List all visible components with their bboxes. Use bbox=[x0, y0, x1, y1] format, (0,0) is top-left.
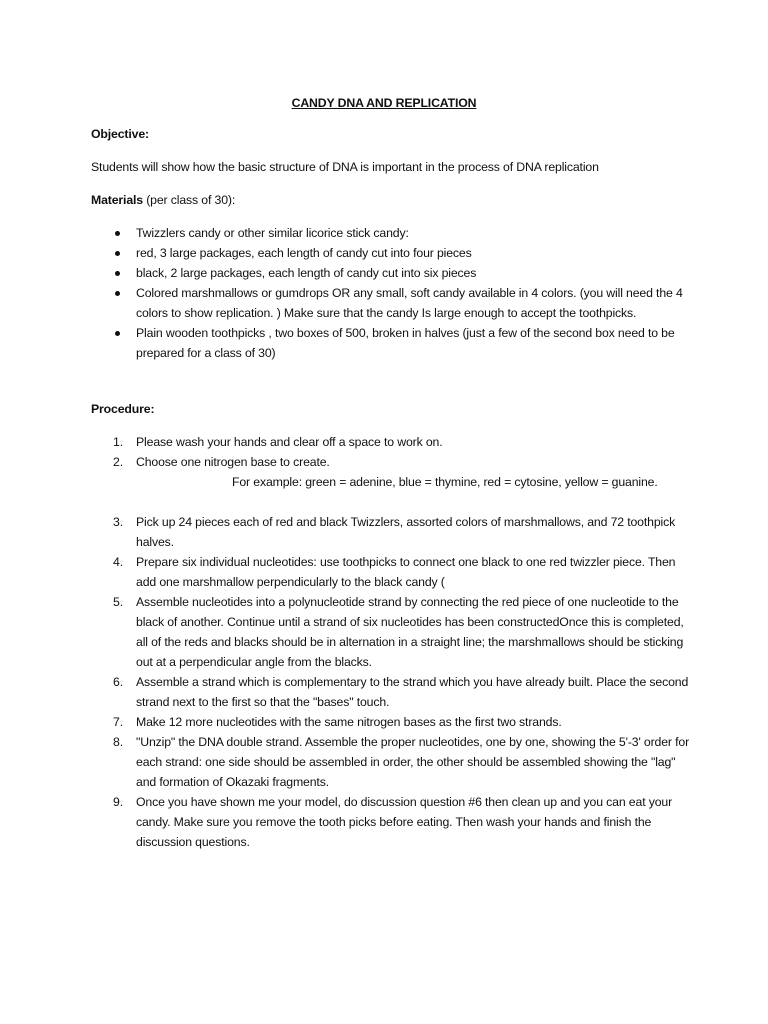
step-text: Please wash your hands and clear off a space to work on. bbox=[136, 435, 443, 449]
materials-item: black, 2 large packages, each length of candy cut into six pieces bbox=[91, 263, 691, 283]
procedure-step bbox=[91, 592, 691, 672]
objective-text: Students will show how the basic structure of DNA is important in the process of DNA replication bbox=[91, 160, 599, 174]
procedure-step bbox=[91, 512, 691, 552]
materials-heading: Materials bbox=[91, 193, 143, 207]
example-text: For example: green = adenine, blue = thymine, red = cytosine, yellow = guanine. bbox=[232, 475, 658, 489]
step-text: Assemble a strand which is complementary to the strand which you have already built. Place the second strand next to the first so that the "bases" touch. bbox=[136, 675, 689, 709]
step-text: Make 12 more nucleotides with the same nitrogen bases as the first two strands. bbox=[136, 715, 562, 729]
procedure-steps-first bbox=[91, 432, 691, 492]
procedure-step bbox=[91, 552, 691, 592]
procedure-steps-rest bbox=[91, 512, 691, 852]
step-number: 2. bbox=[113, 455, 123, 469]
step-number: 8. bbox=[113, 735, 123, 749]
procedure-heading: Procedure: bbox=[91, 402, 155, 416]
step-number: 3. bbox=[113, 515, 123, 529]
step-number: 7. bbox=[113, 715, 123, 729]
step-number: 6. bbox=[113, 675, 123, 689]
materials-item: Colored marshmallows or gumdrops OR any small, soft candy available in 4 colors. (you will need the 4 colors to show replication. ) Make sure that the candy Is large enough to accept the toothpicks. bbox=[91, 283, 691, 323]
step-number: 1. bbox=[113, 435, 123, 449]
objective-heading: Objective: bbox=[91, 127, 149, 141]
procedure-step bbox=[91, 452, 691, 472]
document-title: CANDY DNA AND REPLICATION bbox=[291, 96, 477, 110]
procedure-step-example bbox=[91, 472, 691, 492]
procedure-step bbox=[91, 712, 691, 732]
materials-item: Plain wooden toothpicks , two boxes of 500, broken in halves (just a few of the second box need to be prepared for a class of 30) bbox=[91, 323, 691, 363]
materials-item: red, 3 large packages, each length of candy cut into four pieces bbox=[91, 243, 691, 263]
step-number: 9. bbox=[113, 795, 123, 809]
materials-list bbox=[91, 223, 691, 363]
procedure-step bbox=[91, 672, 691, 712]
step-text: Once you have shown me your model, do discussion question #6 then clean up and you can eat your candy. Make sure you remove the tooth picks before eating. Then wash your hands and finish the discussion questions. bbox=[136, 795, 673, 849]
materials-heading-line bbox=[91, 190, 691, 210]
materials-item: Twizzlers candy or other similar licorice stick candy: bbox=[91, 223, 691, 243]
step-number: 5. bbox=[113, 595, 123, 609]
materials-note: (per class of 30): bbox=[142, 193, 236, 207]
step-text: Prepare six individual nucleotides: use toothpicks to connect one black to one red twizzler piece. Then add one marshmallow perpendicularly to the black candy ( bbox=[136, 555, 676, 589]
procedure-step bbox=[91, 732, 691, 792]
procedure-step bbox=[91, 792, 691, 852]
step-text: "Unzip" the DNA double strand. Assemble the proper nucleotides, one by one, showing the 5'-3' order for each strand: one side should be assembled in order, the other should be assembled showing the "lag" and formation of Okazaki fragments. bbox=[136, 735, 690, 789]
step-text: Pick up 24 pieces each of red and black Twizzlers, assorted colors of marshmallows, and 72 toothpick halves. bbox=[136, 515, 676, 549]
procedure-step bbox=[91, 432, 691, 452]
step-text: Choose one nitrogen base to create. bbox=[136, 455, 330, 469]
step-text: Assemble nucleotides into a polynucleotide strand by connecting the red piece of one nucleotide to the black of another. Continue until a strand of six nucleotides has been constructedOnce this is completed, all of the reds and blacks should be in alternation in a straight line; the marshmallows should be sticking out at a perpendicular angle from the blacks. bbox=[136, 595, 684, 669]
step-number: 4. bbox=[113, 555, 123, 569]
